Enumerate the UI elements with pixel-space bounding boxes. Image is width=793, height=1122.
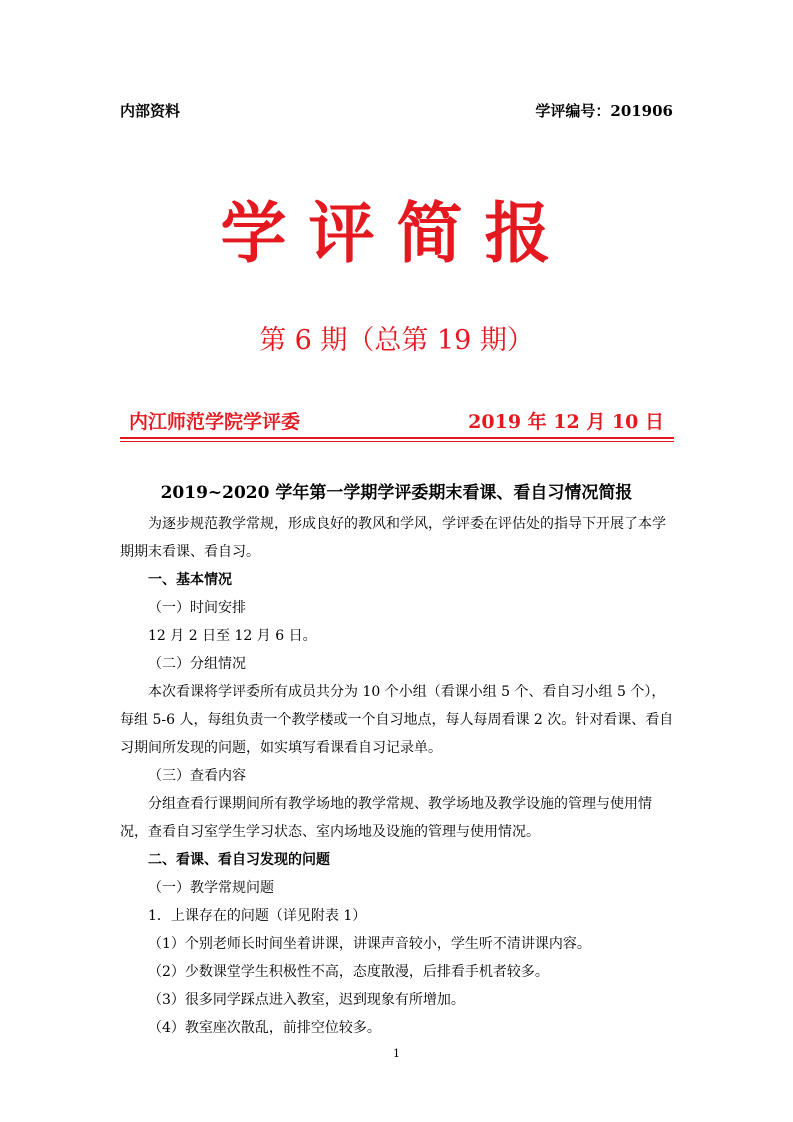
list-item: （3）很多同学踩点进入教室，迟到现象有所增加。: [148, 992, 465, 1008]
subsection-heading: （二）分组情况: [148, 656, 246, 672]
document-body: [120, 510, 674, 1042]
masthead-title: 学评简报: [220, 195, 573, 272]
paragraph: 分组查看行课期间所有教学场地的教学常规、教学场地及教学设施的管理与使用情况，查看自习室学生学习状态、室内场地及设施的管理与使用情况。: [120, 796, 652, 840]
issue-number: 第 6 期（总第 19 期）: [259, 325, 534, 356]
issue-date: 2019 年 12 月 10 日: [468, 411, 664, 433]
list-item: （4）教室座次散乱，前排空位较多。: [148, 1020, 381, 1036]
paragraph-intro: 为逐步规范教学常规，形成良好的教风和学风，学评委在评估处的指导下开展了本学期期末看课、看自习。: [120, 516, 666, 560]
subsection-heading: （一）时间安排: [148, 600, 246, 616]
subsection-heading: （三）查看内容: [148, 768, 246, 784]
header-rule-thin: [120, 441, 674, 442]
subsection-heading: （一）教学常规问题: [148, 880, 274, 896]
paragraph: 12 月 2 日至 12 月 6 日。: [148, 628, 317, 644]
list-item: 1．上课存在的问题（详见附表 1）: [148, 908, 367, 924]
page-number: 1: [393, 1047, 400, 1060]
serial-number: 学评编号：201906: [535, 102, 673, 120]
section-heading: 一、基本情况: [148, 572, 232, 588]
paragraph: 本次看课将学评委所有成员共分为 10 个小组（看课小组 5 个、看自习小组 5 个），每组 5-6 人，每组负责一个教学楼或一个自习地点，每人每周看课 2 次。针对看课、看自习期间所发现的问题，如实填写看课看自习记录单。: [120, 684, 674, 756]
internal-label: 内部资料: [120, 102, 181, 120]
section-heading: 二、看课、看自习发现的问题: [148, 852, 330, 868]
organization: 内江师范学院学评委: [129, 411, 301, 433]
header-rule-thick: [120, 437, 674, 439]
document-title: 2019~2020 学年第一学期学评委期末看课、看自习情况简报: [160, 483, 633, 503]
list-item: （2）少数课堂学生积极性不高，态度散漫，后排看手机者较多。: [148, 964, 549, 980]
list-item: （1）个别老师长时间坐着讲课，讲课声音较小，学生听不清讲课内容。: [148, 936, 591, 952]
